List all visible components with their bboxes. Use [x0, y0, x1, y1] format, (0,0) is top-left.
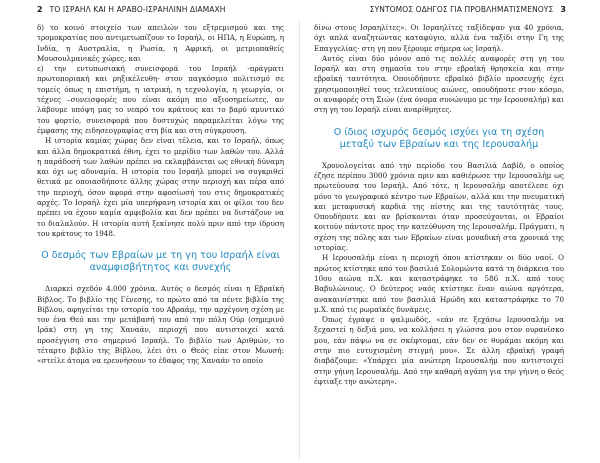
left-body-text [37, 23, 284, 367]
right-section-heading: Ο ίδιος ισχυρός δεσμός ισχύει για τη σχέση μεταξύ των Εβραίων και της Ιερουσαλήμ [333, 126, 545, 150]
paragraph: Η Ιερουσαλήμ είναι η περιοχή όπου κτίστηκαν οι δύο ναοί. Ο πρώτος κτίστηκε από τον βασιλιά Σολομώντα κατά τη διάρκεια του 10ου αιώνα π.Χ. και καταστράφηκε το 586 π.Χ. από τους Βαβυλώνιους. Ο δεύτερος ναός κτίστηκε έναν αιώνα αργότερα, ανακαινίστηκε από τον βασιλιά Ηρώδη και καταστράφηκε το 70 μ.Χ. από τις ρωμαϊκές δυνάμεις. [314, 253, 564, 314]
left-running-head-title: ΤΟ ΙΣΡΑΗΛ ΚΑΙ Η ΑΡΑΒΟ-ΙΣΡΑΗΛΙΝΗ ΔΙΑΜΑΧΗ [49, 5, 226, 14]
right-running-head [370, 5, 566, 14]
paragraph: Αυτός είναι δύο μόνον από τις πολλές αναφορές στη γη του Ισραήλ και στη σημασία του στην εβραϊκή θρησκεία και στην εβραϊκή ταυτότητα. Οποιοδήποτε εβραϊκό βιβλίο προσευχής έχει χρησιμοποιηθεί τους τελευταίους αιώνες, οπουδήποτε στον κόσμο, οι αναφορές στη Σιών (ένα όνομα συνώνυμο με την Ιερουσαλήμ) και στη γη του Ισραήλ είναι αναρίθμητες. [314, 53, 564, 115]
paragraph: ε) την εντυπωσιακή συνεισφορά του Ισραήλ -πράγματι πρωτοποριακή και ρηξικέλευθη- στον παγκόσμιο πολιτισμό σε τομείς όπως η επιστήμη, η ιατρική, η τεχνολογία, η γεωργία, οι τέχνες –συνεισφορές που είναι ακόμη πιο αξιοσημείωτες, αν λάβουμε υπόψη μας το νεαρό του κράτους και το βαρύ αμυντικό του φορτίο, συνεισφορά που δυστυχώς παραμελείται λόγω της έμφασης της ειδησεογραφίας στη βία και στη σύγκρουση. [37, 64, 284, 135]
right-page [300, 0, 600, 463]
right-page-number: 3 [560, 5, 566, 14]
paragraph: δ) το κοινό στοιχείο των απειλών του εξτρεμισμού και της τρομοκρατίας που αντιμετωπίζουν το Ισραήλ, οι ΗΠΑ, η Ευρώπη, η Ινδία, η Αυστραλία, η Ρωσία, η Αφρική, οι μετριοπαθείς Μουσουλμανικές χώρες, και [37, 23, 284, 63]
left-page-number: 2 [37, 5, 43, 14]
left-running-head [37, 5, 225, 14]
paragraph: Χρονολογείται από την περίοδο του Βασιλιά Δαβίδ, ο οποίος έζησε περίπου 3000 χρόνια πριν και καθιέρωσε την Ιερουσαλήμ ως πρωτεύουσα του Ισραήλ. Από τότε, η Ιερουσαλήμ αποτέλεσε όχι μόνο το γεωγραφικό κέντρο των Εβραίων, αλλά και την πνευματική και μεταφυσική καρδιά της πίστης και της ταυτότητάς τους. Οπουδήποτε και αν βρίσκονται όταν προσεύχονται, οι Εβραίοι κοιτούν πάντοτε προς την κατεύθυνση της Ιερουσαλήμ. Πράγματι, η σχέση της πόλης και των Εβραίων είναι μοναδική στα χρονικά της ιστορίας. [314, 160, 564, 253]
paragraph: δίνω στους Ισραηλίτες». Οι Ισραηλίτες ταξίδεψαν για 40 χρόνια, όχι απλά αναζητώντας καταφύγιο, αλλά ένα ταξίδι στην Γη της Επαγγελίας· στη γη που ξέρουμε σήμερα ως Ισραήλ. [314, 23, 564, 53]
paragraph: Όπως έγραψε ο ψαλμωδός, «εάν σε ξεχάσω Ιερουσαλήμ να ξεχαστεί η δεξιά μου, να κολλήσει η γλώσσα μου στον ουρανίσκο μου, εάν πάψω να σε σκέφτομαι, εάν δεν σε θυμάμαι ακόμη και στην πιο ευτυχισμένη στιγμή μου». Σε άλλη εβραϊκή γραφή διαβάζουμε: «Υπάρχει μία ανώτερη Ιερουσαλήμ που αντιστοιχεί στην γήινη Ιερουσαλήμ. Από την καθαρή αγάπη για την γήινη ο θεός έφτιαξε την ανώτερη». [314, 315, 564, 386]
paragraph: Διαρκεί σχεδόν 4.000 χρόνια. Αυτός ο δεσμός είναι η Εβραϊκή Βίβλος. Το βιβλίο της Γένεσης, το πρώτο από τα πέντε βιβλία της Βίβλου, αφηγείται την ιστορία του Αβραάμ, την αρχέγονη σχέση με τον ένα Θεό και την μετάβασή του από την πόλη Ούρ (σημερινό Ιράκ) στη γη της Χαναάν, περιοχή που αντιστοιχεί κατά προσέγγιση στο σημερινό Ισραήλ. Το βιβλίο των Αριθμών, το τέταρτο βιβλίο της Βίβλου, λέει ότι ο Θεός είπε στον Μωυσή: «στείλε άτομα να ερευνήσουν το έδαφος της Χαναάν το οποίο [37, 284, 284, 366]
paragraph: Η ιστορία καμίας χώρας δεν είναι τέλεια, και το Ισραήλ, όπως και άλλα δημοκρατικά έθνη, έχει το μερίδιο των λαθών του. Αλλά η παράδοσή των λαθών πρέπει να εκλαμβάνεται ως εθνική δύναμη και όχι ως αδυναμία. Η ιστορία του Ισραήλ μπορεί να συγκριθεί θετικά με οποιασδήποτε άλλης χώρας στην περιοχή και πέρα από την περιοχή, όσον αφορά στην αφοσίωσή του στις δημοκρατικές αρχές. Το Ισραήλ έχει μία υπερήφανη ιστορία και οι φίλοι του δεν πρέπει να έχουν καμία αμφιβολία και δεν πρέπει να διστάζουν να το διαλαλούν. Η ιστορία αυτή ξεκίνησε πολύ πριν από την ίδρυση του κράτους το 1948. [37, 136, 284, 238]
left-section-heading: Ο δεσμός των Εβραίων με τη γη του Ισραήλ είναι αναμφισβήτητος και συνεχής [41, 250, 280, 274]
right-running-head-title: ΣΥΝΤΟΜΟΣ ΟΔΗΓΟΣ ΓΙΑ ΠΡΟΒΛΗΜΑΤΙΣΜΕΝΟΥΣ [369, 5, 554, 14]
right-body-text [314, 23, 564, 387]
